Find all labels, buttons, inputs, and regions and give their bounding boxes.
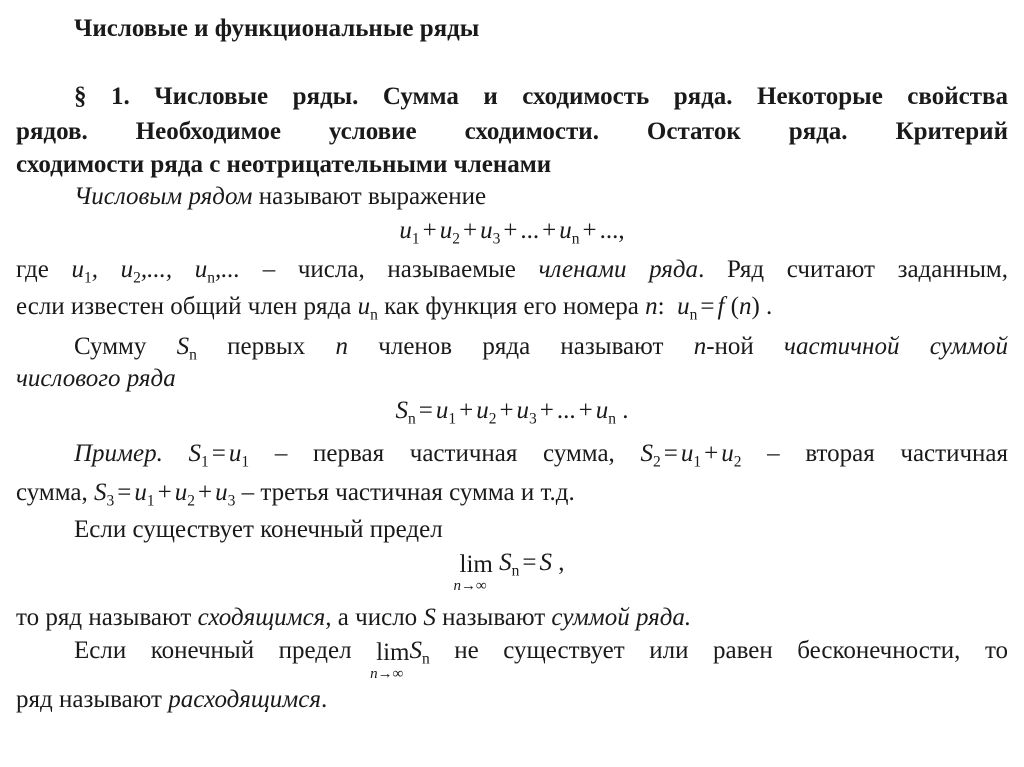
formula-S1: $S_1 = u_1$ (188, 440, 250, 471)
paragraph-terms-line-1 (16, 255, 1008, 285)
formula-series (16, 216, 1008, 246)
text-series-called-2: ряд называют (16, 686, 169, 713)
paragraph-divergent-line-2 (16, 685, 1008, 715)
limit-subscript-inline: n→∞ (370, 666, 404, 682)
limit-operator-inline (370, 639, 410, 682)
paragraph-convergent (16, 603, 1008, 633)
text-called: называют (435, 604, 552, 631)
paragraph-divergent-line-1 (16, 636, 1009, 682)
text-general-term: если известен общий член ряда (16, 293, 358, 320)
formula-partial-sum-text: $S_n = u_1 + u_2 + u_3$ + ... + $u_n$ . (395, 397, 629, 428)
paragraph-partial-sum-line-2 (16, 364, 1008, 394)
symbol-Sn: $S_n$ (176, 333, 197, 364)
symbol-n-count: n (335, 333, 348, 360)
text-n-th (694, 333, 754, 360)
text-second-partial: – вторая частичная (741, 440, 1008, 467)
section-heading-text-3: сходимости ряда с неотрицательными членами (16, 151, 552, 178)
text-noi: -ной (706, 333, 754, 360)
text-members-called: членов ряда называют (378, 333, 664, 360)
document-title (16, 14, 1008, 44)
term-partial-sum: частичной суммой (784, 333, 1009, 360)
section-heading-line-2 (16, 117, 1008, 147)
text-first-partial-sum: – первая частичная сумма, (249, 440, 641, 467)
definition-text: называют выражение (258, 183, 487, 210)
label-example: Пример. (74, 440, 163, 467)
paragraph-definition (16, 182, 1008, 212)
formula-S3: $S_3 = u_1 + u_2 + u_3$ (94, 479, 236, 510)
text-period: . (320, 686, 328, 713)
symbol-n-ordinal: n (693, 333, 707, 360)
formula-sequence: $u_1$, $u_2$,..., $u_n$,... (71, 256, 241, 287)
formula-partial-sum (16, 396, 1008, 426)
text-series-called: то ряд называют (16, 604, 198, 631)
formula-S2: $S_2 = u_1 + u_2$ (640, 440, 742, 471)
text-numbers-called: – числа, называемые (240, 256, 539, 283)
symbol-n: n (645, 293, 658, 320)
text-sum-word: сумма, (16, 479, 95, 506)
term-divergent: расходящимся (168, 686, 321, 713)
symbol-un: $u_n$ (357, 293, 378, 324)
section-heading-text-1: § 1. Числовые ряды. Сумма и сходимость ряда. Некоторые свойства (74, 83, 1008, 110)
term-numeric-series-genitive: числового ряда (16, 365, 176, 392)
formula-limit-expr: $S_n = S$ , (499, 549, 565, 580)
formula-series-text: $u_1 + u_2 + u_3$ + ... + $u_n$ + ..., (399, 217, 625, 248)
text-as-function: как функция его номера (377, 293, 646, 320)
term-convergent: сходящимся, (197, 604, 332, 631)
limit-word: lim (459, 551, 493, 578)
formula-limit (16, 548, 1008, 594)
symbol-S: S (423, 604, 436, 631)
limit-word-inline: lim (376, 639, 410, 666)
paragraph-limit-exists (16, 515, 1008, 545)
term-series-sum: суммой ряда. (551, 604, 692, 631)
formula-general-term: $u_n = f$ (n) . (670, 293, 773, 324)
limit-subscript: n→∞ (453, 578, 487, 594)
limit-operator (453, 551, 493, 594)
text-colon: : (657, 293, 665, 320)
text-finite-limit: Если существует конечный предел (74, 516, 443, 543)
text-sum: Сумму (74, 333, 147, 360)
section-heading-line-1 (16, 82, 1008, 112)
term-series-members: членами ряда (538, 256, 699, 283)
term-numeric-series: Числовым рядом (74, 183, 253, 210)
symbol-Sn-inline: $S_n$ (409, 637, 430, 668)
paragraph-example-line-1 (16, 439, 1008, 469)
text-third-partial-sum: – третья частичная сумма и т.д. (235, 479, 575, 506)
text-not-exist: не существует или равен бесконечности, то (454, 637, 1009, 664)
text-series-given: . Ряд считают заданным, (698, 256, 1009, 283)
section-heading-text-2: рядов. Необходимое условие сходимости. Остаток ряда. Критерий (16, 118, 1008, 145)
text-where: где (16, 256, 49, 283)
paragraph-example-line-2 (16, 478, 1008, 508)
title-text: Числовые и функциональные ряды (74, 15, 480, 42)
paragraph-partial-sum-line-1 (16, 332, 1008, 362)
text-if-limit: Если конечный предел (74, 637, 352, 664)
paragraph-terms-line-2 (16, 292, 1008, 322)
text-and-number: а число (331, 604, 424, 631)
section-heading-line-3 (16, 150, 1008, 180)
text-first: первых (227, 333, 306, 360)
